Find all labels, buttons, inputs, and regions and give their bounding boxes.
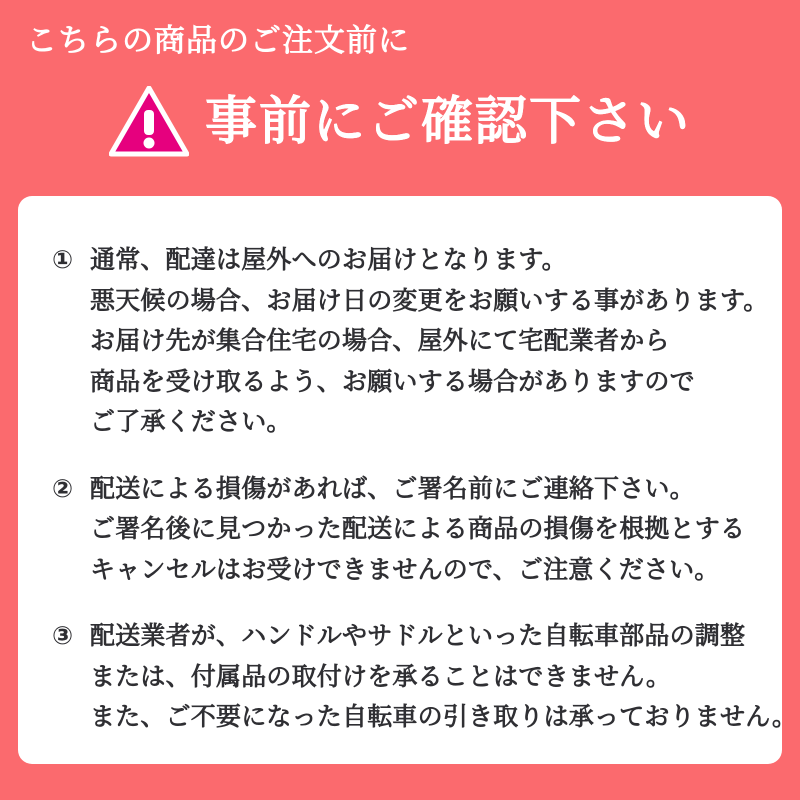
- list-item-number: ①: [52, 246, 74, 274]
- notice-line: 配送業者が、ハンドルやサドルといった自転車部品の調整: [90, 622, 746, 650]
- list-item-number: ②: [52, 474, 74, 503]
- list-item: [52, 240, 769, 443]
- notice-line: お届け先が集合住宅の場合、屋外にて宅配業者から: [90, 327, 670, 355]
- notice-line: 配送による損傷があれば、ご署名前にご連絡下さい。: [90, 474, 695, 503]
- notice-line: また、ご不要になった自転車の引き取りは承っておりません。: [90, 703, 798, 731]
- list-item: [52, 616, 798, 738]
- list-item-body: [90, 240, 768, 443]
- page-title: 事前にご確認下さい: [204, 92, 691, 151]
- list-item-number: ③: [52, 622, 74, 650]
- list-item: [52, 469, 748, 591]
- notice-line: 商品を受け取るよう、お願いする場合がありますので: [90, 367, 695, 396]
- list-item-body: [90, 616, 797, 738]
- warning-triangle-icon: [109, 86, 189, 158]
- notice-line: 悪天候の場合、お届け日の変更をお願いする事があります。: [90, 286, 769, 315]
- notice-line: ご了承ください。: [90, 408, 292, 436]
- notice-line: または、付属品の取付けを承ることはできません。: [90, 662, 672, 691]
- notice-card: [18, 196, 798, 764]
- notice-line: キャンセルはお受けできませんので、ご注意ください。: [90, 555, 720, 584]
- notice-line: 通常、配達は屋外へのお届けとなります。: [90, 246, 567, 274]
- list-item-body: [90, 469, 748, 591]
- page-title-row: [0, 86, 800, 158]
- notice-line: ご署名後に見つかった配送による商品の損傷を根拠とする: [90, 515, 746, 543]
- page-kicker: こちらの商品のご注文前に: [26, 23, 410, 58]
